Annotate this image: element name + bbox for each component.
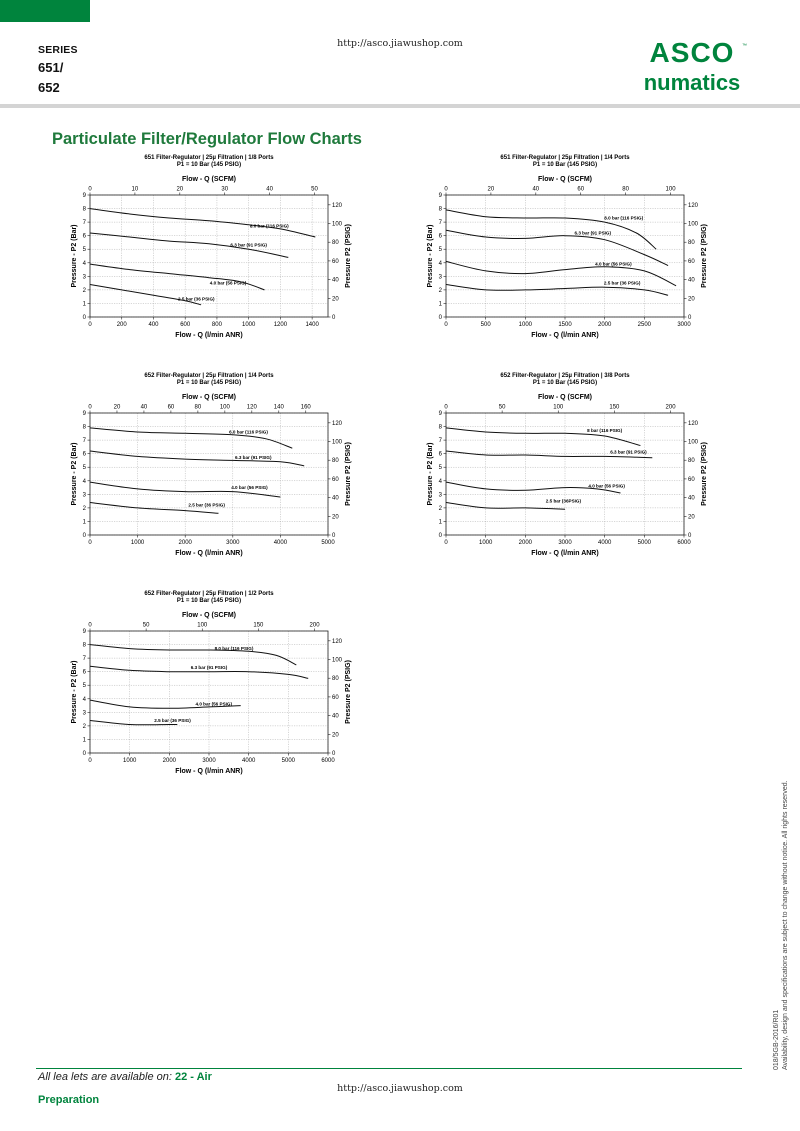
x2-tick-label: 40 bbox=[140, 404, 148, 411]
y-tick-label: 6 bbox=[438, 451, 442, 458]
logo-bottom-text: numatics bbox=[643, 70, 741, 95]
flow-chart-651-1-4 bbox=[394, 150, 708, 355]
flow-chart-651-1-8 bbox=[38, 150, 352, 355]
y-tick-label: 7 bbox=[438, 438, 442, 445]
y2-tick-label: 60 bbox=[332, 258, 339, 265]
y-tick-label: 9 bbox=[82, 193, 86, 199]
series-line bbox=[90, 645, 296, 665]
y-axis-label: Pressure - P2 (Bar) bbox=[427, 224, 434, 288]
x-tick-label: 3000 bbox=[226, 540, 240, 546]
x-tick-label: 3000 bbox=[202, 758, 216, 764]
y2-tick-label: 80 bbox=[688, 458, 695, 465]
series-line bbox=[90, 264, 265, 290]
x2-tick-label: 100 bbox=[665, 186, 676, 193]
x-tick-label: 3000 bbox=[677, 322, 691, 328]
chart-subtitle: P1 = 10 Bar (145 PSIG) bbox=[532, 162, 598, 168]
x-tick-label: 3000 bbox=[558, 540, 572, 546]
y-axis-label: Pressure - P2 (Bar) bbox=[71, 224, 78, 288]
x-axis-label: Flow - Q (l/min ANR) bbox=[175, 332, 243, 339]
y2-tick-label: 0 bbox=[332, 751, 336, 757]
x-tick-label: 1200 bbox=[273, 322, 288, 328]
y2-tick-label: 20 bbox=[332, 732, 339, 739]
series-label: SERIES bbox=[38, 44, 78, 56]
x-tick-label: 0 bbox=[88, 758, 92, 764]
y-axis-label: Pressure - P2 (Bar) bbox=[71, 442, 78, 506]
y2-tick-label: 100 bbox=[332, 657, 343, 664]
x-axis-label: Flow - Q (l/min ANR) bbox=[175, 550, 243, 557]
x-axis-label: Flow - Q (l/min ANR) bbox=[175, 768, 243, 775]
x2-axis-label: Flow - Q (SCFM) bbox=[181, 176, 237, 183]
y-tick-label: 5 bbox=[82, 683, 86, 690]
y-tick-label: 2 bbox=[82, 505, 86, 512]
y-tick-label: 0 bbox=[82, 533, 86, 539]
y-tick-label: 3 bbox=[438, 274, 442, 281]
y-tick-label: 9 bbox=[82, 411, 86, 417]
x-tick-label: 500 bbox=[480, 322, 491, 328]
series-label: 8 bar (116 PSIG) bbox=[587, 427, 623, 433]
y2-tick-label: 40 bbox=[332, 495, 339, 502]
x2-tick-label: 140 bbox=[273, 404, 284, 411]
y-tick-label: 9 bbox=[438, 411, 442, 417]
y2-tick-label: 120 bbox=[332, 638, 343, 645]
x2-tick-label: 80 bbox=[194, 404, 202, 411]
y2-tick-label: 80 bbox=[688, 240, 695, 247]
y2-tick-label: 20 bbox=[332, 296, 339, 303]
series-label: 6.0 bar (116 PSIG) bbox=[229, 429, 268, 435]
x2-tick-label: 10 bbox=[131, 186, 139, 193]
chart-svg bbox=[394, 368, 708, 573]
x2-axis-label: Flow - Q (SCFM) bbox=[181, 394, 237, 401]
x-tick-label: 800 bbox=[211, 322, 222, 328]
y-tick-label: 8 bbox=[438, 206, 442, 213]
y-tick-label: 1 bbox=[438, 519, 442, 526]
x-tick-label: 1500 bbox=[558, 322, 572, 328]
series-label: 4.0 bar (56 PSIG) bbox=[595, 261, 632, 267]
x2-tick-label: 20 bbox=[113, 404, 121, 411]
x-axis-label: Flow - Q (l/min ANR) bbox=[531, 332, 599, 339]
y2-tick-label: 40 bbox=[688, 495, 695, 502]
series-label: 6.3 bar (91 PSIG) bbox=[190, 664, 228, 670]
y2-tick-label: 40 bbox=[332, 277, 339, 284]
x2-tick-label: 100 bbox=[553, 404, 564, 411]
y2-tick-label: 120 bbox=[688, 202, 699, 209]
x-tick-label: 5000 bbox=[637, 540, 652, 546]
x-tick-label: 5000 bbox=[281, 758, 296, 764]
y-tick-label: 4 bbox=[82, 478, 86, 485]
x-tick-label: 4000 bbox=[597, 540, 612, 546]
y2-tick-label: 60 bbox=[688, 476, 695, 483]
y2-axis-label: Pressure P2 (PSIG) bbox=[345, 224, 352, 288]
y-tick-label: 1 bbox=[82, 301, 86, 308]
series-line bbox=[90, 285, 201, 305]
y2-tick-label: 80 bbox=[332, 240, 339, 247]
x2-tick-label: 50 bbox=[142, 622, 150, 629]
series-label: 8.0 bar (116 PSIG) bbox=[604, 215, 644, 221]
x-tick-label: 1000 bbox=[130, 540, 145, 546]
series-label: 4.0 bar (56 PSIG) bbox=[231, 484, 268, 490]
x2-tick-label: 50 bbox=[311, 186, 318, 193]
x2-tick-label: 0 bbox=[444, 186, 448, 193]
y-tick-label: 6 bbox=[438, 233, 442, 240]
y2-tick-label: 0 bbox=[688, 533, 692, 539]
document-code: 018/5GB-2016/R01 bbox=[773, 1009, 780, 1070]
x2-tick-label: 80 bbox=[622, 186, 629, 193]
x2-tick-label: 50 bbox=[498, 404, 506, 411]
x-tick-label: 6000 bbox=[677, 540, 691, 546]
y2-tick-label: 0 bbox=[332, 533, 336, 539]
series-label: 4.0 bar (56 PSIG) bbox=[195, 701, 233, 707]
x-tick-label: 0 bbox=[444, 322, 448, 328]
series-label: 2.5 bar (36 PSIG) bbox=[188, 502, 225, 508]
series-line bbox=[446, 503, 565, 510]
y2-tick-label: 40 bbox=[332, 713, 339, 720]
y-tick-label: 7 bbox=[82, 438, 86, 445]
y-tick-label: 7 bbox=[438, 220, 442, 227]
chart-subtitle: P1 = 10 Bar (145 PSIG) bbox=[176, 162, 242, 168]
asco-numatics-logo bbox=[636, 38, 748, 96]
chart-subtitle: P1 = 10 Bar (145 PSIG) bbox=[176, 598, 242, 604]
y-tick-label: 4 bbox=[438, 478, 442, 485]
chart-svg bbox=[38, 150, 352, 355]
series-number-651: 651/ bbox=[38, 60, 64, 76]
x2-tick-label: 0 bbox=[444, 404, 448, 411]
y2-tick-label: 120 bbox=[332, 420, 343, 427]
x2-tick-label: 40 bbox=[532, 186, 540, 193]
y2-tick-label: 100 bbox=[332, 221, 343, 228]
flow-chart-652-1-2 bbox=[38, 586, 352, 791]
header-divider bbox=[0, 104, 800, 108]
series-label: 2.5 bar (36 PSIG) bbox=[603, 280, 641, 286]
y-tick-label: 9 bbox=[438, 193, 442, 199]
x-tick-label: 0 bbox=[444, 540, 448, 546]
chart-title: 652 Filter-Regulator | 25µ Filtration | 1/2 Ports bbox=[144, 591, 274, 597]
x2-tick-label: 100 bbox=[219, 404, 230, 411]
x-tick-label: 0 bbox=[88, 322, 92, 328]
y2-axis-label: Pressure P2 (PSIG) bbox=[701, 224, 708, 288]
y-tick-label: 8 bbox=[82, 206, 86, 213]
chart-title: 652 Filter-Regulator | 25µ Filtration | 3/8 Ports bbox=[500, 373, 630, 379]
x-tick-label: 400 bbox=[148, 322, 159, 328]
page-title: Particulate Filter/Regulator Flow Charts bbox=[52, 130, 362, 148]
y-tick-label: 3 bbox=[82, 492, 86, 499]
y-tick-label: 7 bbox=[82, 220, 86, 227]
side-note bbox=[772, 780, 790, 1070]
footer-url[interactable]: http://asco.jiawushop.com bbox=[337, 1083, 463, 1094]
x-axis-label: Flow - Q (l/min ANR) bbox=[531, 550, 599, 557]
y2-tick-label: 100 bbox=[332, 439, 343, 446]
series-line bbox=[446, 230, 668, 265]
y2-tick-label: 60 bbox=[688, 258, 695, 265]
y-tick-label: 5 bbox=[82, 465, 86, 472]
y2-tick-label: 60 bbox=[332, 694, 339, 701]
x-tick-label: 2500 bbox=[637, 322, 652, 328]
y-tick-label: 8 bbox=[82, 642, 86, 649]
chart-title: 652 Filter-Regulator | 25µ Filtration | 1/4 Ports bbox=[144, 373, 274, 379]
x2-tick-label: 160 bbox=[300, 404, 311, 411]
footer-divider bbox=[36, 1068, 742, 1069]
y-tick-label: 5 bbox=[438, 247, 442, 254]
logo-trademark: ™ bbox=[742, 43, 747, 49]
chart-title: 651 Filter-Regulator | 25µ Filtration | 1/8 Ports bbox=[144, 155, 274, 161]
series-label: 6.3 bar (91 PSIG) bbox=[610, 449, 647, 455]
x2-tick-label: 60 bbox=[577, 186, 585, 193]
y-tick-label: 2 bbox=[438, 505, 442, 512]
y2-tick-label: 20 bbox=[332, 514, 339, 521]
y-tick-label: 5 bbox=[438, 465, 442, 472]
x2-tick-label: 0 bbox=[88, 622, 92, 629]
y-tick-label: 2 bbox=[82, 723, 86, 730]
y-tick-label: 9 bbox=[82, 629, 86, 635]
x-tick-label: 1000 bbox=[478, 540, 493, 546]
disclaimer-text: Availability, design and specifications are subject to change without notice. All rights reserved. bbox=[782, 780, 789, 1070]
x-tick-label: 2000 bbox=[162, 758, 177, 764]
x-tick-label: 5000 bbox=[321, 540, 335, 546]
x-tick-label: 6000 bbox=[321, 758, 335, 764]
y-tick-label: 4 bbox=[438, 260, 442, 267]
y2-tick-label: 120 bbox=[332, 202, 343, 209]
y-tick-label: 6 bbox=[82, 451, 86, 458]
y-tick-label: 3 bbox=[82, 274, 86, 281]
y-axis-label: Pressure - P2 (Bar) bbox=[427, 442, 434, 506]
x2-tick-label: 120 bbox=[246, 404, 257, 411]
x-tick-label: 4000 bbox=[241, 758, 256, 764]
y2-tick-label: 20 bbox=[688, 296, 695, 303]
flow-chart-652-3-8 bbox=[394, 368, 708, 573]
x2-tick-label: 150 bbox=[253, 622, 264, 629]
y-tick-label: 2 bbox=[438, 287, 442, 294]
chart-svg bbox=[394, 150, 708, 355]
y2-tick-label: 0 bbox=[332, 315, 336, 321]
series-label: 2.5 bar (36 PSIG) bbox=[178, 296, 215, 302]
y-tick-label: 0 bbox=[438, 533, 442, 539]
chart-subtitle: P1 = 10 Bar (145 PSIG) bbox=[532, 380, 598, 386]
y2-axis-label: Pressure P2 (PSIG) bbox=[345, 442, 352, 506]
chart-svg bbox=[38, 586, 352, 791]
series-label: 6.3 bar (91 PSIG) bbox=[230, 242, 267, 248]
y2-tick-label: 20 bbox=[688, 514, 695, 521]
series-label: 4.0 bar (56 PSIG) bbox=[209, 280, 247, 286]
x-tick-label: 2000 bbox=[518, 540, 533, 546]
footer-section: Preparation bbox=[38, 1094, 100, 1106]
x-tick-label: 4000 bbox=[273, 540, 288, 546]
x2-tick-label: 20 bbox=[487, 186, 495, 193]
y-tick-label: 3 bbox=[82, 710, 86, 717]
series-label: 6.3 bar (91 PSIG) bbox=[235, 455, 272, 461]
chart-title: 651 Filter-Regulator | 25µ Filtration | 1/4 Ports bbox=[500, 155, 630, 161]
y-tick-label: 0 bbox=[438, 315, 442, 321]
x2-tick-label: 150 bbox=[609, 404, 620, 411]
x2-axis-label: Flow - Q (SCFM) bbox=[537, 394, 593, 401]
x-tick-label: 1000 bbox=[122, 758, 137, 764]
x-tick-label: 2000 bbox=[178, 540, 192, 546]
y2-tick-label: 100 bbox=[688, 221, 699, 228]
series-number-652: 652 bbox=[38, 80, 60, 96]
footer-leaflets bbox=[38, 1071, 212, 1083]
series-line bbox=[446, 261, 676, 285]
y2-tick-label: 80 bbox=[332, 676, 339, 683]
y2-tick-label: 60 bbox=[332, 476, 339, 483]
y-tick-label: 1 bbox=[82, 519, 86, 526]
x2-tick-label: 40 bbox=[266, 186, 273, 193]
y-tick-label: 8 bbox=[82, 424, 86, 431]
y2-axis-label: Pressure P2 (PSIG) bbox=[701, 442, 708, 506]
y-tick-label: 3 bbox=[438, 492, 442, 499]
x2-tick-label: 0 bbox=[88, 404, 92, 411]
x-tick-label: 0 bbox=[88, 540, 92, 546]
y2-tick-label: 120 bbox=[688, 420, 699, 427]
x2-tick-label: 60 bbox=[167, 404, 175, 411]
series-label: 2.5 bar (36PSIG) bbox=[545, 498, 582, 504]
y-tick-label: 1 bbox=[438, 301, 442, 308]
x-tick-label: 1000 bbox=[241, 322, 256, 328]
y-tick-label: 6 bbox=[82, 233, 86, 240]
flow-chart-652-1-4 bbox=[38, 368, 352, 573]
y-tick-label: 0 bbox=[82, 315, 86, 321]
y-tick-label: 0 bbox=[82, 751, 86, 757]
x2-axis-label: Flow - Q (SCFM) bbox=[537, 176, 593, 183]
series-label: 8.0 bar (116 PSIG) bbox=[214, 645, 254, 651]
series-label: 2.5 bar (36 PSIG) bbox=[154, 717, 191, 723]
y-tick-label: 8 bbox=[438, 424, 442, 431]
footer-leaflets-text: All lea lets are available on: bbox=[38, 1071, 172, 1083]
y2-tick-label: 100 bbox=[688, 439, 699, 446]
x-tick-label: 1000 bbox=[518, 322, 533, 328]
chart-subtitle: P1 = 10 Bar (145 PSIG) bbox=[176, 380, 242, 386]
footer-page-ref[interactable]: 22 - Air bbox=[174, 1071, 212, 1083]
y-tick-label: 4 bbox=[82, 696, 86, 703]
x2-tick-label: 200 bbox=[309, 622, 320, 629]
y-tick-label: 5 bbox=[82, 247, 86, 254]
x2-tick-label: 30 bbox=[221, 186, 229, 193]
y2-tick-label: 40 bbox=[688, 277, 695, 284]
chart-svg bbox=[38, 368, 352, 573]
series-label: 6.3 bar (91 PSIG) bbox=[574, 230, 612, 236]
x-tick-label: 200 bbox=[116, 322, 127, 328]
series-label: 8.0 bar (116 PSIG) bbox=[249, 223, 289, 229]
x2-tick-label: 100 bbox=[197, 622, 208, 629]
series-label: 4.0 bar (56 PSIG) bbox=[588, 483, 625, 489]
y-tick-label: 7 bbox=[82, 656, 86, 663]
y2-tick-label: 0 bbox=[688, 315, 692, 321]
y2-axis-label: Pressure P2 (PSIG) bbox=[345, 660, 352, 724]
x-tick-label: 600 bbox=[180, 322, 191, 328]
x2-tick-label: 200 bbox=[665, 404, 676, 411]
y-axis-label: Pressure - P2 (Bar) bbox=[71, 660, 78, 724]
x-tick-label: 1400 bbox=[305, 322, 319, 328]
y-tick-label: 2 bbox=[82, 287, 86, 294]
y-tick-label: 1 bbox=[82, 737, 86, 744]
x2-tick-label: 0 bbox=[88, 186, 92, 193]
x2-tick-label: 20 bbox=[176, 186, 184, 193]
x2-axis-label: Flow - Q (SCFM) bbox=[181, 612, 237, 619]
x-tick-label: 2000 bbox=[597, 322, 612, 328]
header-green-tab bbox=[0, 0, 90, 22]
header-url[interactable]: http://asco.jiawushop.com bbox=[337, 38, 463, 49]
series-line bbox=[90, 451, 304, 466]
series-block bbox=[38, 42, 78, 99]
y-tick-label: 4 bbox=[82, 260, 86, 267]
y2-tick-label: 80 bbox=[332, 458, 339, 465]
logo-top-text: ASCO bbox=[649, 37, 735, 68]
y-tick-label: 6 bbox=[82, 669, 86, 676]
